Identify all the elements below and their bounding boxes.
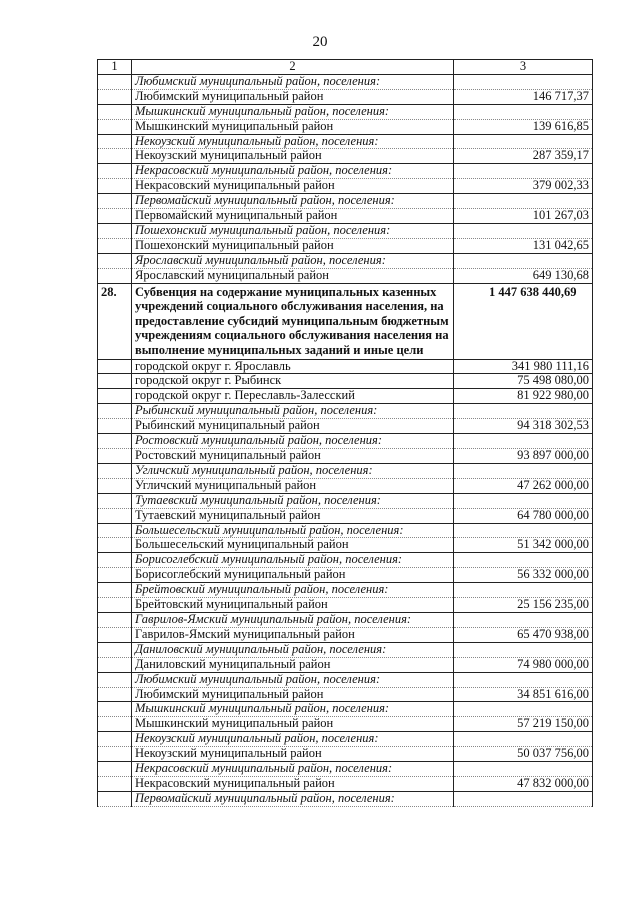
amount-cell bbox=[454, 762, 593, 777]
number-cell bbox=[98, 612, 132, 627]
name-cell: Брейтовский муниципальный район, поселения: bbox=[132, 583, 454, 598]
amount-cell: 81 922 980,00 bbox=[454, 389, 593, 404]
name-cell: Пошехонский муниципальный район bbox=[132, 238, 454, 253]
name-cell: Некоузский муниципальный район, поселения: bbox=[132, 732, 454, 747]
amount-cell bbox=[454, 223, 593, 238]
subheader-row bbox=[98, 493, 593, 508]
number-cell bbox=[98, 553, 132, 568]
number-cell bbox=[98, 268, 132, 283]
name-cell: Мышкинский муниципальный район, поселения: bbox=[132, 104, 454, 119]
name-cell: Пошехонский муниципальный район, поселения: bbox=[132, 223, 454, 238]
amount-cell: 379 002,33 bbox=[454, 179, 593, 194]
name-cell: Даниловский муниципальный район, поселения: bbox=[132, 642, 454, 657]
name-cell: Ростовский муниципальный район, поселения: bbox=[132, 434, 454, 449]
name-cell: Рыбинский муниципальный район bbox=[132, 419, 454, 434]
amount-cell: 65 470 938,00 bbox=[454, 627, 593, 642]
table-row bbox=[98, 179, 593, 194]
number-cell bbox=[98, 776, 132, 791]
number-cell bbox=[98, 478, 132, 493]
table-row bbox=[98, 568, 593, 583]
number-cell bbox=[98, 717, 132, 732]
subheader-row bbox=[98, 612, 593, 627]
number-cell bbox=[98, 747, 132, 762]
number-cell bbox=[98, 702, 132, 717]
name-cell: Угличский муниципальный район, поселения: bbox=[132, 463, 454, 478]
table-header-row bbox=[98, 60, 593, 75]
amount-cell: 34 851 616,00 bbox=[454, 687, 593, 702]
name-cell: Некрасовский муниципальный район bbox=[132, 776, 454, 791]
amount-cell: 94 318 302,53 bbox=[454, 419, 593, 434]
number-cell bbox=[98, 119, 132, 134]
name-cell: Любимский муниципальный район, поселения: bbox=[132, 74, 454, 89]
name-cell: Борисоглебский муниципальный район, поселения: bbox=[132, 553, 454, 568]
amount-cell bbox=[454, 434, 593, 449]
amount-cell: 649 130,68 bbox=[454, 268, 593, 283]
number-cell bbox=[98, 762, 132, 777]
subheader-row bbox=[98, 223, 593, 238]
table-row bbox=[98, 538, 593, 553]
name-cell: Брейтовский муниципальный район bbox=[132, 598, 454, 613]
amount-cell: 25 156 235,00 bbox=[454, 598, 593, 613]
name-cell: Угличский муниципальный район bbox=[132, 478, 454, 493]
section-title: Субвенция на содержание муниципальных казенных учреждений социального обслуживания населения, на предоставление субсидий муниципальным бюджетным учреждениям социального обслуживания населения на выполнение муниципальных заданий и иные цели bbox=[132, 283, 454, 359]
name-cell: Гаврилов-Ямский муниципальный район, поселения: bbox=[132, 612, 454, 627]
number-cell bbox=[98, 223, 132, 238]
subheader-row bbox=[98, 74, 593, 89]
amount-cell: 131 042,65 bbox=[454, 238, 593, 253]
subheader-row bbox=[98, 642, 593, 657]
name-cell: городской округ г. Ярославль bbox=[132, 359, 454, 374]
subheader-row bbox=[98, 672, 593, 687]
number-cell bbox=[98, 434, 132, 449]
amount-cell: 75 498 080,00 bbox=[454, 374, 593, 389]
budget-table bbox=[97, 59, 593, 807]
amount-cell: 47 832 000,00 bbox=[454, 776, 593, 791]
page-number: 20 bbox=[312, 34, 328, 50]
name-cell: Борисоглебский муниципальный район bbox=[132, 568, 454, 583]
number-cell bbox=[98, 374, 132, 389]
number-cell bbox=[98, 523, 132, 538]
table-row bbox=[98, 478, 593, 493]
subheader-row bbox=[98, 523, 593, 538]
subheader-row bbox=[98, 583, 593, 598]
name-cell: Первомайский муниципальный район bbox=[132, 209, 454, 224]
table-row bbox=[98, 359, 593, 374]
table-row bbox=[98, 119, 593, 134]
name-cell: Даниловский муниципальный район bbox=[132, 657, 454, 672]
number-cell bbox=[98, 209, 132, 224]
number-cell bbox=[98, 732, 132, 747]
header-col-3: 3 bbox=[454, 60, 593, 75]
number-cell bbox=[98, 253, 132, 268]
subheader-row bbox=[98, 791, 593, 806]
subheader-row bbox=[98, 732, 593, 747]
amount-cell: 287 359,17 bbox=[454, 149, 593, 164]
subheader-row bbox=[98, 463, 593, 478]
number-cell bbox=[98, 627, 132, 642]
number-cell bbox=[98, 568, 132, 583]
amount-cell: 64 780 000,00 bbox=[454, 508, 593, 523]
name-cell: Ярославский муниципальный район bbox=[132, 268, 454, 283]
name-cell: Некрасовский муниципальный район, поселения: bbox=[132, 762, 454, 777]
amount-cell bbox=[454, 253, 593, 268]
name-cell: городской округ г. Рыбинск bbox=[132, 374, 454, 389]
number-cell bbox=[98, 598, 132, 613]
number-cell bbox=[98, 359, 132, 374]
section-number: 28. bbox=[98, 283, 132, 359]
subheader-row bbox=[98, 164, 593, 179]
subheader-row bbox=[98, 104, 593, 119]
table-row bbox=[98, 449, 593, 464]
amount-cell bbox=[454, 134, 593, 149]
number-cell bbox=[98, 508, 132, 523]
amount-cell: 139 616,85 bbox=[454, 119, 593, 134]
table-row bbox=[98, 238, 593, 253]
name-cell: Некоузский муниципальный район bbox=[132, 747, 454, 762]
table-row bbox=[98, 598, 593, 613]
table-row bbox=[98, 149, 593, 164]
subheader-row bbox=[98, 134, 593, 149]
amount-cell bbox=[454, 463, 593, 478]
number-cell bbox=[98, 89, 132, 104]
amount-cell bbox=[454, 523, 593, 538]
number-cell bbox=[98, 583, 132, 598]
name-cell: Ярославский муниципальный район, поселения: bbox=[132, 253, 454, 268]
amount-cell bbox=[454, 732, 593, 747]
name-cell: Мышкинский муниципальный район bbox=[132, 119, 454, 134]
number-cell bbox=[98, 419, 132, 434]
name-cell: Рыбинский муниципальный район, поселения: bbox=[132, 404, 454, 419]
subheader-row bbox=[98, 434, 593, 449]
subheader-row bbox=[98, 404, 593, 419]
number-cell bbox=[98, 657, 132, 672]
name-cell: Любимский муниципальный район bbox=[132, 687, 454, 702]
number-cell bbox=[98, 238, 132, 253]
amount-cell bbox=[454, 194, 593, 209]
name-cell: Некоузский муниципальный район bbox=[132, 149, 454, 164]
name-cell: городской округ г. Переславль-Залесский bbox=[132, 389, 454, 404]
amount-cell bbox=[454, 791, 593, 806]
number-cell bbox=[98, 149, 132, 164]
number-cell bbox=[98, 538, 132, 553]
name-cell: Ростовский муниципальный район bbox=[132, 449, 454, 464]
amount-cell bbox=[454, 74, 593, 89]
header-col-1: 1 bbox=[98, 60, 132, 75]
table-row bbox=[98, 374, 593, 389]
amount-cell: 341 980 111,16 bbox=[454, 359, 593, 374]
table-row bbox=[98, 419, 593, 434]
name-cell: Гаврилов-Ямский муниципальный район bbox=[132, 627, 454, 642]
amount-cell: 47 262 000,00 bbox=[454, 478, 593, 493]
amount-cell: 51 342 000,00 bbox=[454, 538, 593, 553]
amount-cell bbox=[454, 583, 593, 598]
section-total: 1 447 638 440,69 bbox=[454, 283, 593, 359]
subheader-row bbox=[98, 762, 593, 777]
amount-cell: 57 219 150,00 bbox=[454, 717, 593, 732]
name-cell: Мышкинский муниципальный район bbox=[132, 717, 454, 732]
section-row bbox=[98, 283, 593, 359]
number-cell bbox=[98, 404, 132, 419]
number-cell bbox=[98, 104, 132, 119]
amount-cell bbox=[454, 493, 593, 508]
number-cell bbox=[98, 164, 132, 179]
table-row bbox=[98, 89, 593, 104]
header-col-2: 2 bbox=[132, 60, 454, 75]
amount-cell bbox=[454, 642, 593, 657]
table-row bbox=[98, 717, 593, 732]
table-row bbox=[98, 209, 593, 224]
number-cell bbox=[98, 389, 132, 404]
number-cell bbox=[98, 449, 132, 464]
number-cell bbox=[98, 179, 132, 194]
number-cell bbox=[98, 194, 132, 209]
number-cell bbox=[98, 74, 132, 89]
name-cell: Любимский муниципальный район bbox=[132, 89, 454, 104]
number-cell bbox=[98, 134, 132, 149]
table-row bbox=[98, 687, 593, 702]
number-cell bbox=[98, 642, 132, 657]
name-cell: Большесельский муниципальный район bbox=[132, 538, 454, 553]
name-cell: Некрасовский муниципальный район bbox=[132, 179, 454, 194]
table-row bbox=[98, 747, 593, 762]
amount-cell: 56 332 000,00 bbox=[454, 568, 593, 583]
subheader-row bbox=[98, 702, 593, 717]
amount-cell bbox=[454, 612, 593, 627]
name-cell: Любимский муниципальный район, поселения: bbox=[132, 672, 454, 687]
amount-cell bbox=[454, 702, 593, 717]
amount-cell: 101 267,03 bbox=[454, 209, 593, 224]
subheader-row bbox=[98, 553, 593, 568]
number-cell bbox=[98, 463, 132, 478]
name-cell: Тутаевский муниципальный район bbox=[132, 508, 454, 523]
name-cell: Первомайский муниципальный район, поселения: bbox=[132, 194, 454, 209]
name-cell: Большесельский муниципальный район, поселения: bbox=[132, 523, 454, 538]
amount-cell bbox=[454, 672, 593, 687]
table-row bbox=[98, 508, 593, 523]
amount-cell bbox=[454, 104, 593, 119]
amount-cell: 50 037 756,00 bbox=[454, 747, 593, 762]
name-cell: Некоузский муниципальный район, поселения: bbox=[132, 134, 454, 149]
amount-cell bbox=[454, 553, 593, 568]
table-row bbox=[98, 389, 593, 404]
name-cell: Первомайский муниципальный район, поселения: bbox=[132, 791, 454, 806]
amount-cell: 146 717,37 bbox=[454, 89, 593, 104]
number-cell bbox=[98, 791, 132, 806]
table-row bbox=[98, 627, 593, 642]
amount-cell: 93 897 000,00 bbox=[454, 449, 593, 464]
number-cell bbox=[98, 687, 132, 702]
table-row bbox=[98, 776, 593, 791]
table-row bbox=[98, 657, 593, 672]
subheader-row bbox=[98, 194, 593, 209]
table-row bbox=[98, 268, 593, 283]
number-cell bbox=[98, 672, 132, 687]
name-cell: Мышкинский муниципальный район, поселения: bbox=[132, 702, 454, 717]
amount-cell: 74 980 000,00 bbox=[454, 657, 593, 672]
name-cell: Тутаевский муниципальный район, поселения: bbox=[132, 493, 454, 508]
number-cell bbox=[98, 493, 132, 508]
subheader-row bbox=[98, 253, 593, 268]
amount-cell bbox=[454, 404, 593, 419]
name-cell: Некрасовский муниципальный район, поселения: bbox=[132, 164, 454, 179]
amount-cell bbox=[454, 164, 593, 179]
